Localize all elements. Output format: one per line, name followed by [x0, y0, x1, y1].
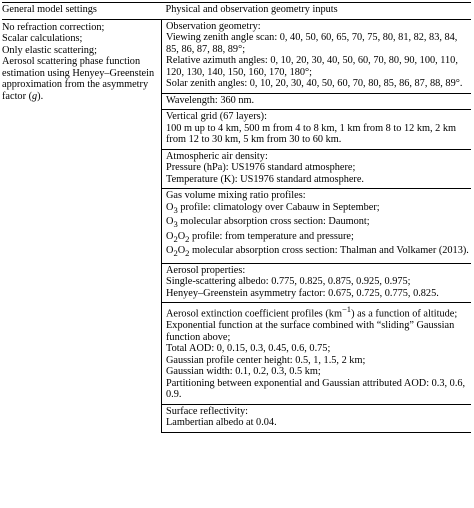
table-row — [2, 19, 471, 93]
section-line: $O_2O_2$ profile: from temperature and pressure; — [166, 230, 354, 244]
input-section-cell — [162, 19, 472, 93]
section-heading: Gas volume mixing ratio profiles: — [166, 190, 306, 201]
section-heading: Atmospheric air density: — [166, 150, 268, 162]
input-section-cell — [162, 110, 472, 150]
general-setting-item: Scalar calculations; — [2, 33, 83, 44]
general-setting-item: Aerosol scattering phase function estimation using Henyey–Greenstein approximation from the asymmetry factor (g). — [2, 56, 155, 102]
input-section-cell — [162, 149, 472, 189]
section-line: $O_3$ profile: climatology over Cabauw in September; — [166, 201, 380, 215]
section-heading: Observation geometry: — [166, 20, 261, 32]
general-setting-item: No refraction correction; — [2, 21, 105, 33]
section-line: $O_2O_2$ molecular absorption cross section: Thalman and Volkamer (2013). — [166, 245, 469, 259]
section-line: Solar zenith angles: 0, 10, 20, 30, 40, 50, 60, 70, 80, 85, 86, 87, 88, 89°. — [166, 78, 463, 89]
section-line: Single-scattering albedo: 0.775, 0.825, 0.875, 0.925, 0.975; — [166, 276, 411, 288]
section-heading: Aerosol properties: — [166, 264, 246, 276]
section-line: Gaussian width: 0.1, 0.2, 0.3, 0.5 km; — [166, 366, 321, 378]
section-line: Temperature (K): US1976 standard atmosphere. — [166, 173, 365, 185]
model-settings-table — [2, 2, 471, 433]
section-heading: Vertical grid (67 layers): — [166, 111, 267, 122]
header-physical-inputs: Physical and observation geometry inputs — [162, 3, 472, 20]
general-setting-item: Only elastic scattering; — [2, 44, 97, 56]
section-heading: Wavelength: 360 nm. — [166, 94, 255, 106]
section-line: Relative azimuth angles: 0, 10, 20, 30, 40, 50, 60, 70, 80, 90, 100, 110, 120, 130, 140, 150, 160, 170, 180°; — [166, 55, 458, 78]
section-line: Pressure (hPa): US1976 standard atmosphere; — [166, 162, 356, 173]
section-line: 100 m up to 4 km, 500 m from 4 to 8 km, 1 km from 8 to 12 km, 2 km from 12 to 30 km, 5 km from 30 to 60 km. — [166, 122, 457, 145]
section-line: Total AOD: 0, 0.15, 0.3, 0.45, 0.6, 0.75; — [166, 343, 331, 355]
section-line: Henyey–Greenstein asymmetry factor: 0.675, 0.725, 0.775, 0.825. — [166, 287, 439, 299]
section-line: Exponential function at the surface combined with “sliding” Gaussian function above; — [166, 320, 455, 343]
section-line: Lambertian albedo at 0.04. — [166, 417, 277, 429]
section-line: Viewing zenith angle scan: 0, 40, 50, 60, 65, 70, 75, 80, 81, 82, 83, 84, 85, 86, 87, 88, 89°; — [166, 32, 458, 55]
section-heading: Surface reflectivity: — [166, 405, 249, 417]
table-header-row — [2, 3, 471, 20]
input-section-cell — [162, 263, 472, 303]
general-settings-cell — [2, 19, 162, 432]
section-line: $O_3$ molecular absorption cross section: Daumont; — [166, 216, 370, 230]
table-body — [2, 19, 471, 432]
section-line: Gaussian profile center height: 0.5, 1, 1.5, 2 km; — [166, 354, 366, 366]
input-section-cell — [162, 93, 472, 110]
section-heading: Aerosol extinction coefficient profiles $(km^{-1})$ as a function of altitude; — [166, 304, 458, 320]
input-section-cell — [162, 404, 472, 432]
input-section-cell — [162, 303, 472, 404]
input-section-cell — [162, 189, 472, 264]
header-general-settings: General model settings — [2, 3, 162, 20]
section-line: Partitioning between exponential and Gaussian attributed AOD: 0.3, 0.6, 0.9. — [166, 377, 466, 401]
